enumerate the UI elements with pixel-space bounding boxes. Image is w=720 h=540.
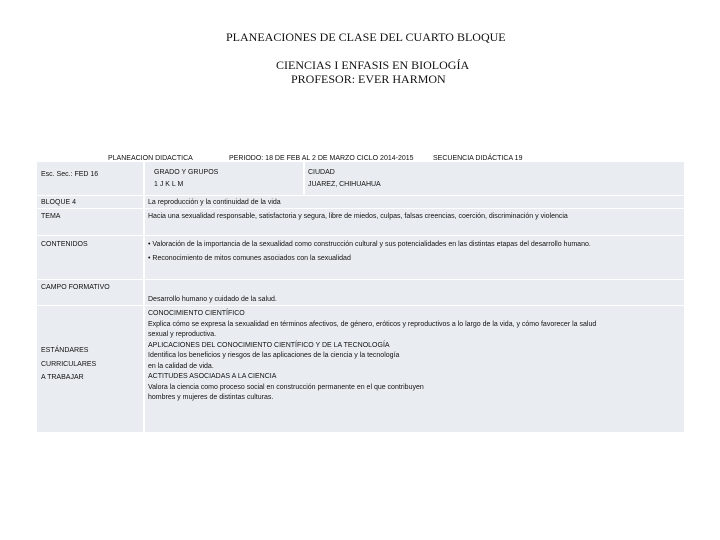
table-band-bloque	[37, 196, 684, 208]
estandares-line: APLICACIONES DEL CONOCIMIENTO CIENTÍFICO Y DE LA TECNOLOGÍA	[148, 341, 390, 349]
ciudad-label: CIUDAD	[308, 169, 335, 176]
estandares-line: Valora la ciencia como proceso social en construcción permanente en el que contribuyen	[148, 383, 424, 391]
bloque-label: BLOQUE 4	[41, 199, 77, 206]
secuencia-label: SECUENCIA DIDÁCTICA 19	[433, 155, 523, 162]
subject-title: CIENCIAS I ENFASIS EN BIOLOGÍA	[276, 58, 470, 72]
table-band-info	[37, 162, 684, 195]
estandares-line: Identifica los beneficios y riesgos de las aplicaciones de la ciencia y la tecnología	[148, 352, 400, 359]
campo-value: Desarrollo humano y cuidado de la salud.	[148, 296, 277, 303]
tema-value: Hacia una sexualidad responsable, satisfactoria y segura, libre de miedos, culpas, falsas creencias, coerción, discriminación y violencia	[148, 213, 568, 220]
estandares-line: sexual y reproductiva.	[148, 331, 217, 338]
estandares-label-line: A TRABAJAR	[41, 374, 84, 381]
contenidos-label: CONTENIDOS	[41, 241, 88, 248]
periodo-label: PERIODO: 18 DE FEB AL 2 DE MARZO CICLO 2014-2015	[229, 155, 414, 162]
ciudad-value: JUAREZ, CHIHUAHUA	[308, 181, 381, 188]
table-divider	[303, 162, 305, 195]
estandares-line: CONOCIMIENTO CIENTÍFICO	[148, 310, 245, 317]
estandares-line: en la calidad de vida.	[148, 362, 214, 370]
bloque-value: La reproducción y la continuidad de la vida	[148, 199, 281, 206]
estandares-line: ACTITUDES ASOCIADAS A LA CIENCIA	[148, 373, 277, 380]
grado-label: GRADO Y GRUPOS	[154, 169, 219, 176]
tema-label: TEMA	[41, 213, 61, 220]
estandares-label-line: ESTÁNDARES	[41, 347, 89, 354]
contenidos-item-1: • Valoración de la importancia de la sexualidad como construcción cultural y sus potencialidades en las distintas etapas del desarrollo humano.	[148, 241, 591, 248]
estandares-line: hombres y mujeres de distintas culturas.	[148, 394, 274, 401]
estandares-label-line: CURRICULARES	[41, 360, 97, 368]
table-divider	[143, 162, 145, 432]
table-band-campo	[37, 280, 684, 305]
estandares-content	[148, 309, 596, 404]
campo-label: CAMPO FORMATIVO	[41, 284, 110, 291]
estandares-label	[41, 346, 96, 384]
teacher-title: PROFESOR: EVER HARMON	[291, 72, 446, 86]
planeacion-label: PLANEACION DIDACTICA	[108, 155, 193, 162]
grado-value: 1 J K L M	[154, 181, 184, 188]
contenidos-item-2: • Reconocimiento de mitos comunes asociados con la sexualidad	[148, 255, 351, 262]
escuela-value: Esc. Sec.: FED 16	[41, 171, 99, 178]
page-title: PLANEACIONES DE CLASE DEL CUARTO BLOQUE	[226, 30, 506, 44]
estandares-line: Explica cómo se expresa la sexualidad en términos afectivos, de género, eróticos y reproductivos a lo largo de la vida, y cómo favorecer la salud	[148, 320, 597, 328]
